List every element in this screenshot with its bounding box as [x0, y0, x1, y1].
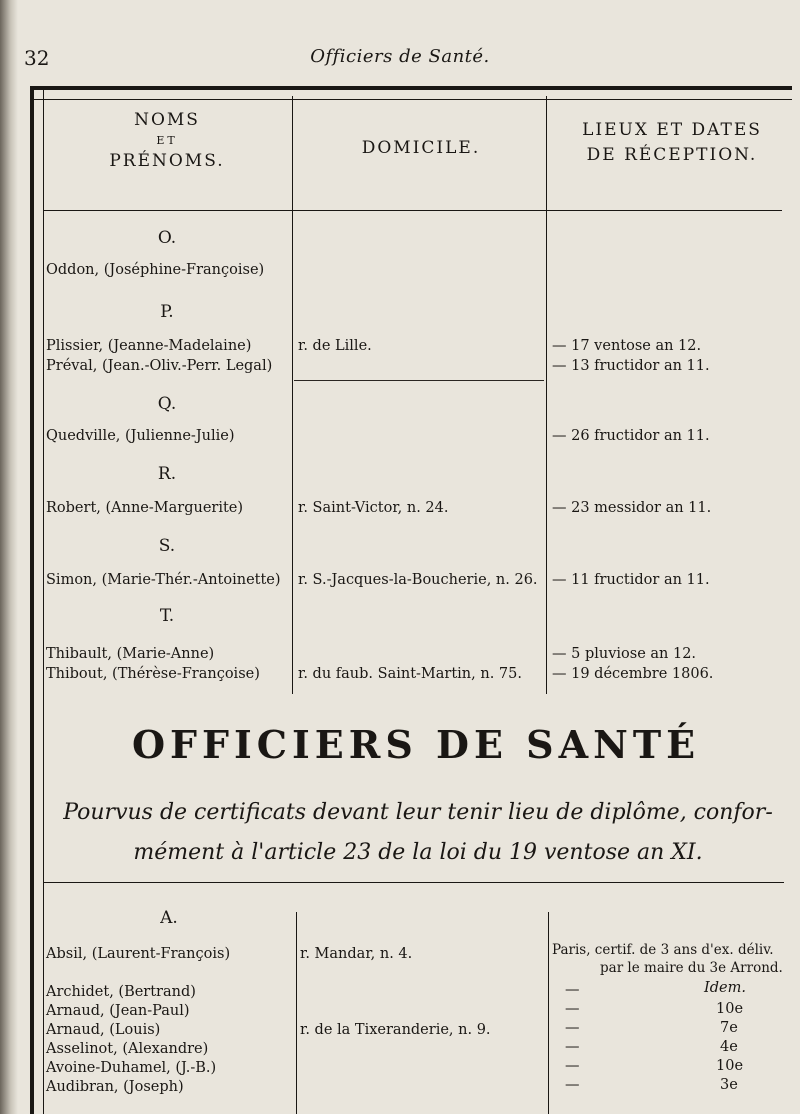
- entry-date: — 5 pluviose an 12.: [552, 646, 697, 662]
- page-number: 32: [24, 46, 50, 70]
- header-names-mid: ET: [156, 133, 178, 147]
- ditto-dash: —: [565, 1020, 580, 1036]
- table-frame-top: [30, 86, 792, 100]
- column-rule-3: [296, 912, 297, 1114]
- letter-heading: O.: [157, 228, 177, 248]
- entry-domicile: r. S.-Jacques-la-Boucherie, n. 26.: [298, 572, 538, 588]
- entry-mark: Idem.: [704, 980, 746, 996]
- entry-date: — 19 décembre 1806.: [552, 666, 714, 682]
- letter-heading: T.: [159, 606, 175, 626]
- letter-heading: P.: [160, 302, 174, 322]
- entry-name: Arnaud, (Jean-Paul): [46, 1003, 190, 1019]
- row-rule: [294, 380, 544, 381]
- column-rule-4: [548, 912, 549, 1114]
- ditto-dash: —: [565, 982, 580, 998]
- letter-heading: Q.: [157, 394, 177, 414]
- entry-domicile: r. Saint-Victor, n. 24.: [298, 500, 449, 516]
- column-rule-2: [546, 96, 547, 694]
- column-header-domicile: DOMICILE.: [361, 138, 481, 158]
- header-lieux-line2: DE RÉCEPTION.: [586, 144, 758, 165]
- entry-date: — 11 fructidor an 11.: [552, 572, 710, 588]
- entry-name: Archidet, (Bertrand): [46, 984, 196, 1000]
- header-lieux-line1: LIEUX ET DATES: [582, 120, 762, 140]
- entry-place-line2: par le maire du 3e Arrond.: [600, 960, 783, 976]
- letter-heading: S.: [158, 536, 176, 556]
- entry-name: Asselinot, (Alexandre): [46, 1041, 209, 1057]
- entry-place-line1: Paris, certif. de 3 ans d'ex. déliv.: [552, 942, 774, 958]
- entry-date: — 13 fructidor an 11.: [552, 358, 710, 374]
- entry-name: Quedville, (Julienne-Julie): [46, 428, 235, 444]
- entry-name: Absil, (Laurent-François): [46, 946, 231, 962]
- entry-mark: 3e: [720, 1077, 738, 1093]
- entry-mark: 4e: [720, 1039, 738, 1055]
- running-head: [0, 44, 800, 76]
- section-subtitle-line1: Pourvus de certificats devant leur tenir lieu de diplôme, confor-: [63, 800, 773, 825]
- entry-domicile: r. de la Tixeranderie, n. 9.: [300, 1022, 491, 1038]
- entry-name: Oddon, (Joséphine-Françoise): [46, 262, 265, 278]
- entry-name: Robert, (Anne-Marguerite): [46, 500, 244, 516]
- letter-heading: R.: [157, 464, 177, 484]
- entry-domicile: r. du faub. Saint-Martin, n. 75.: [298, 666, 522, 682]
- column-header-names: [44, 108, 290, 173]
- section-subtitle-line2: mément à l'article 23 de la loi du 19 ventose an XI.: [133, 840, 703, 865]
- section-rule: [44, 882, 784, 883]
- column-header-lieux: [552, 118, 792, 167]
- page-edge-shadow: [0, 0, 18, 1114]
- entry-name: Simon, (Marie-Thér.-Antoinette): [46, 572, 281, 588]
- entry-domicile: r. de Lille.: [298, 338, 372, 354]
- entry-date: — 17 ventose an 12.: [552, 338, 702, 354]
- table-frame-left: [30, 90, 44, 1114]
- entry-name: Audibran, (Joseph): [46, 1079, 184, 1095]
- entry-name: Plissier, (Jeanne-Madelaine): [46, 338, 252, 354]
- running-title: Officiers de Santé.: [310, 46, 490, 67]
- entry-mark: 10e: [716, 1001, 744, 1017]
- letter-heading: A.: [160, 908, 178, 928]
- header-rule: [44, 210, 782, 211]
- entry-name: Thibout, (Thérèse-Françoise): [46, 666, 260, 682]
- entry-name: Thibault, (Marie-Anne): [46, 646, 215, 662]
- ditto-dash: —: [565, 1077, 580, 1093]
- entry-domicile: r. Mandar, n. 4.: [300, 946, 413, 962]
- entry-date: — 23 messidor an 11.: [552, 500, 712, 516]
- column-rule-1: [292, 96, 293, 694]
- ditto-dash: —: [565, 1039, 580, 1055]
- header-names-bottom: PRÉNOMS.: [109, 150, 225, 171]
- ditto-dash: —: [565, 1001, 580, 1017]
- section-title: OFFICIERS DE SANTÉ: [131, 722, 701, 767]
- entry-name: Arnaud, (Louis): [46, 1022, 161, 1038]
- header-names-top: NOMS: [134, 110, 200, 130]
- ditto-dash: —: [565, 1058, 580, 1074]
- entry-name: Préval, (Jean.-Oliv.-Perr. Legal): [46, 358, 273, 374]
- entry-mark: 7e: [720, 1020, 738, 1036]
- entry-mark: 10e: [716, 1058, 744, 1074]
- entry-name: Avoine-Duhamel, (J.-B.): [46, 1060, 217, 1076]
- entry-date: — 26 fructidor an 11.: [552, 428, 710, 444]
